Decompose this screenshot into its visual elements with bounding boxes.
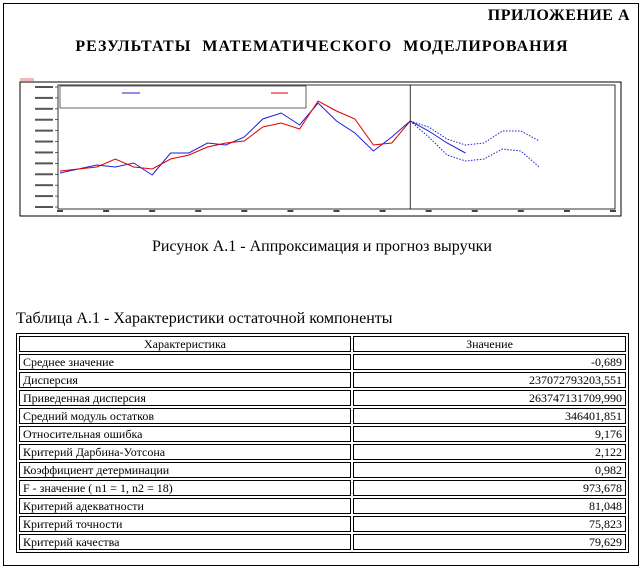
y-tick-label-blur — [35, 151, 53, 153]
row-label: Критерий качества — [19, 534, 351, 550]
row-value: 237072793203,551 — [353, 372, 626, 388]
y-tick-label-blur — [35, 206, 53, 208]
x-tick-label-blur — [564, 210, 570, 212]
table-row — [19, 390, 626, 406]
residual-stats-table — [16, 333, 629, 553]
x-tick-label-blur — [149, 210, 155, 212]
table-row — [19, 444, 626, 460]
row-value: 2,122 — [353, 444, 626, 460]
y-tick-label-blur — [35, 119, 53, 121]
chart-tab-accent — [20, 78, 34, 81]
x-tick-label-blur — [241, 210, 247, 212]
x-tick-label-blur — [380, 210, 386, 212]
row-label: Критерий адекватности — [19, 498, 351, 514]
table-row — [19, 354, 626, 370]
row-label: Коэффициент детерминации — [19, 462, 351, 478]
row-label: Дисперсия — [19, 372, 351, 388]
row-label: Критерий точности — [19, 516, 351, 532]
row-value: 81,048 — [353, 498, 626, 514]
row-value: 79,629 — [353, 534, 626, 550]
x-tick-label-blur — [518, 210, 524, 212]
row-value: 9,176 — [353, 426, 626, 442]
x-tick-label-blur — [334, 210, 340, 212]
y-tick-label-blur — [35, 97, 53, 99]
row-label: Критерий Дарбина-Уотсона — [19, 444, 351, 460]
y-tick-label-blur — [35, 108, 53, 110]
x-tick-label-blur — [57, 210, 63, 212]
row-value: 0,982 — [353, 462, 626, 478]
x-tick-label-blur — [610, 210, 616, 212]
y-tick-label-blur — [35, 184, 53, 186]
header-characteristic: Характеристика — [19, 336, 351, 352]
y-tick-label-blur — [35, 162, 53, 164]
x-tick-label-blur — [195, 210, 201, 212]
row-label: Средний модуль остатков — [19, 408, 351, 424]
row-label: Относительная ошибка — [19, 426, 351, 442]
x-tick-label-blur — [103, 210, 109, 212]
row-value: 973,678 — [353, 480, 626, 496]
table-header-row — [19, 336, 626, 352]
y-tick-label-blur — [35, 86, 53, 88]
table-row — [19, 426, 626, 442]
row-label: Среднее значение — [19, 354, 351, 370]
x-tick-label-blur — [472, 210, 478, 212]
chart-legend — [60, 86, 306, 108]
row-value: 263747131709,990 — [353, 390, 626, 406]
table-caption: Таблица А.1 - Характеристики остаточной компоненты — [16, 310, 393, 327]
table-row — [19, 462, 626, 478]
page-title: РЕЗУЛЬТАТЫ МАТЕМАТИЧЕСКОГО МОДЕЛИРОВАНИЯ — [75, 38, 569, 55]
row-value: -0,689 — [353, 354, 626, 370]
revenue-chart — [18, 78, 623, 218]
table-row — [19, 516, 626, 532]
header-value: Значение — [353, 336, 626, 352]
row-label: Приведенная дисперсия — [19, 390, 351, 406]
appendix-label: ПРИЛОЖЕНИЕ А — [487, 7, 630, 24]
legend-box — [60, 86, 306, 108]
y-tick-label-blur — [35, 195, 53, 197]
row-label: F - значение ( n1 = 1, n2 = 18) — [19, 480, 351, 496]
y-tick-label-blur — [35, 130, 53, 132]
table-row — [19, 498, 626, 514]
x-tick-label-blur — [287, 210, 293, 212]
table-row — [19, 372, 626, 388]
y-tick-label-blur — [35, 141, 53, 143]
table-row — [19, 534, 626, 550]
row-value: 75,823 — [353, 516, 626, 532]
table-row — [19, 480, 626, 496]
row-value: 346401,851 — [353, 408, 626, 424]
x-tick-label-blur — [426, 210, 432, 212]
table-row — [19, 408, 626, 424]
y-tick-label-blur — [35, 173, 53, 175]
figure-caption: Рисунок А.1 - Аппроксимация и прогноз выручки — [152, 238, 492, 255]
